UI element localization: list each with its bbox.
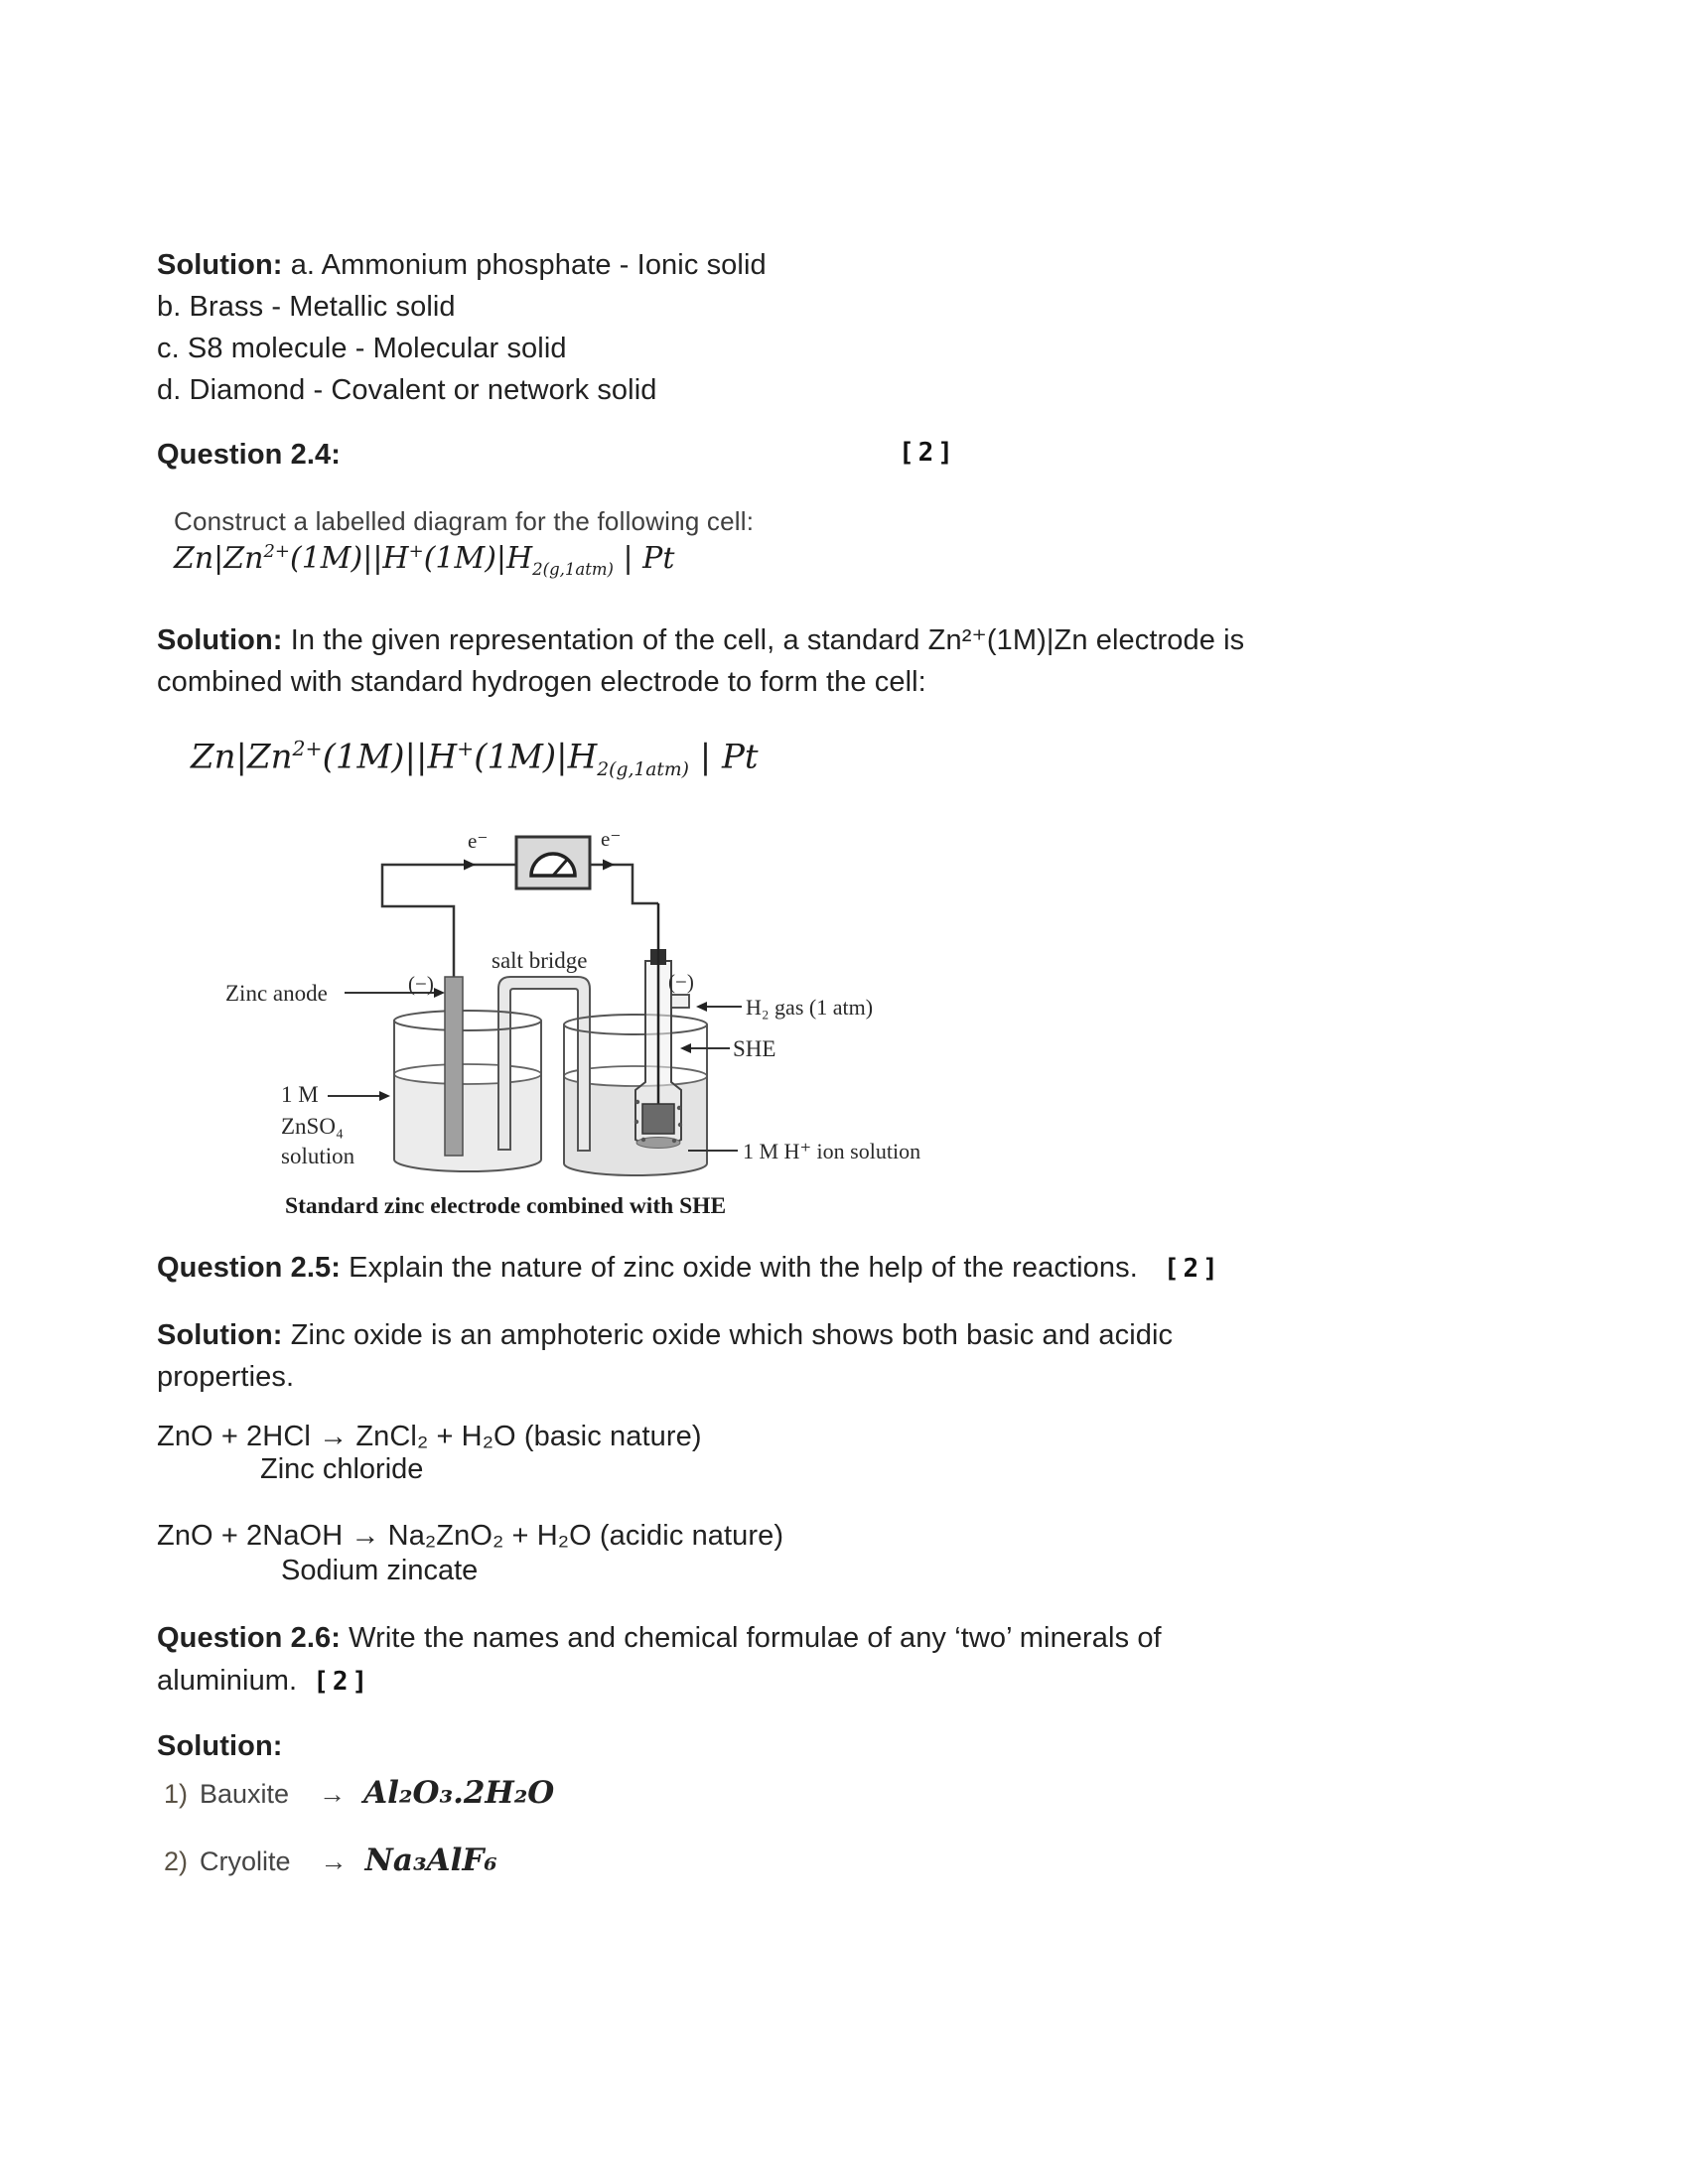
gas-bubble: [678, 1123, 682, 1127]
notation-part: (1M)|H: [423, 541, 533, 576]
question-2-6-text: Write the names and chemical formulae of any ‘two’ minerals of: [341, 1622, 1162, 1654]
right-polarity-label: (−): [668, 970, 694, 994]
notation-part: | Pt: [613, 541, 675, 576]
notation-subscript: 2(g,1atm): [597, 759, 689, 781]
question-2-5-text: Explain the nature of zinc oxide with the help of the reactions.: [341, 1252, 1138, 1284]
left-beaker-rim: [394, 1011, 541, 1030]
right-wire: [586, 865, 658, 903]
solution-label: Solution:: [157, 1730, 283, 1762]
solution-2-5-block: [157, 1314, 1173, 1398]
solution-2-3-answer-c: c. S8 molecule - Molecular solid: [157, 333, 567, 364]
notation-part: Zn|Zn: [191, 737, 293, 777]
question-2-5-marks: [2]: [1163, 1254, 1222, 1284]
h2-gas-label: H₂ gas (1 atm): [746, 995, 874, 1020]
solution-2-3-answer-d: d. Diamond - Covalent or network solid: [157, 374, 657, 406]
notation-superscript: 2+: [292, 737, 323, 760]
solution-2-4-line-2: combined with standard hydrogen electrode to form the cell:: [157, 666, 926, 698]
question-2-6-label: Question 2.6:: [157, 1622, 341, 1654]
electron-flow-arrow-left: [464, 860, 476, 871]
notation-superscript: +: [457, 737, 475, 760]
notation-part: | Pt: [688, 737, 759, 777]
cell-diagram: [213, 812, 958, 1229]
znso4-label-line1: 1 M: [281, 1082, 319, 1107]
notation-part: (1M)|H: [474, 737, 598, 777]
platinum-electrode: [642, 1104, 674, 1134]
left-polarity-label: (−): [408, 972, 434, 996]
mineral-name: Cryolite: [200, 1846, 291, 1876]
list-number: 2): [164, 1846, 189, 1876]
mineral-name: Bauxite: [200, 1779, 290, 1809]
reaction-basic: ZnO + 2HCl → ZnCl₂ + H₂O (basic nature): [157, 1421, 702, 1452]
h2-gas-arrowhead: [696, 1002, 707, 1012]
mineral-formula: Na₃AlF₆: [364, 1843, 497, 1878]
question-2-6-heading: [157, 1617, 1162, 1704]
reaction-basic-product-name: Zinc chloride: [260, 1453, 424, 1485]
notation-subscript: 2(g,1atm): [532, 560, 614, 579]
diagram-caption: Standard zinc electrode combined with SHE: [285, 1193, 727, 1219]
question-2-4-prompt: Construct a labelled diagram for the following cell:: [174, 506, 755, 536]
solution-label: Solution:: [157, 1319, 283, 1351]
solution-2-5-line-2: properties.: [157, 1361, 295, 1393]
gas-bubble: [635, 1100, 639, 1104]
notation-superscript: +: [408, 541, 424, 562]
zinc-electrode-bar: [445, 977, 463, 1156]
mineral-item-bauxite: [164, 1775, 554, 1811]
solution-label: Solution:: [157, 624, 283, 656]
she-arrowhead: [680, 1043, 691, 1053]
solution-2-3-answer-a: a. Ammonium phosphate - Ionic solid: [282, 249, 767, 281]
solution-2-4-block: [157, 619, 1244, 703]
question-2-4-heading: [157, 434, 341, 476]
cell-notation-question: [174, 541, 674, 579]
solution-2-6-heading: [157, 1725, 283, 1767]
arrow-glyph: →: [320, 1846, 348, 1876]
znso4-solution: [394, 1074, 541, 1171]
solution-2-5-text: Zinc oxide is an amphoteric oxide which shows both basic and acidic: [282, 1319, 1174, 1351]
question-2-6-text-2: aluminium.: [157, 1665, 298, 1697]
gas-bubble: [677, 1106, 681, 1110]
znso4-arrowhead: [379, 1091, 390, 1101]
znso4-label-line3: solution: [281, 1144, 355, 1168]
notation-part: (1M)||H: [290, 541, 409, 576]
zinc-anode-label: Zinc anode: [225, 981, 328, 1006]
solution-2-4-text: In the given representation of the cell, a standard Zn²⁺(1M)|Zn electrode is: [282, 624, 1245, 656]
solution-2-4-line-1: [157, 619, 1244, 661]
notation-part: Zn|Zn: [174, 541, 264, 576]
electron-flow-arrow-right: [603, 860, 615, 871]
gas-bubble: [672, 1139, 676, 1143]
left-solution-level: [394, 1064, 541, 1084]
electron-label-left: e⁻: [468, 829, 489, 853]
notation-superscript: 2+: [263, 541, 290, 562]
notation-part: (1M)||H: [322, 737, 458, 777]
mineral-item-cryolite: [164, 1843, 497, 1878]
solution-2-3-line-1: [157, 244, 767, 286]
znso4-label-line2: ZnSO₄: [281, 1114, 344, 1139]
solution-2-3-answer-b: b. Brass - Metallic solid: [157, 291, 456, 323]
electron-label-right: e⁻: [601, 827, 622, 851]
cell-diagram-svg: [213, 812, 958, 1229]
reaction-acidic-product-name: Sodium zincate: [281, 1555, 479, 1586]
solution-2-3-block: [157, 244, 767, 411]
gas-bubble: [641, 1138, 645, 1142]
cell-notation-solution: [191, 737, 759, 780]
list-number: 1): [164, 1779, 189, 1809]
question-2-4-marks: [2]: [899, 438, 957, 468]
question-2-6-marks: [2]: [313, 1667, 372, 1697]
gas-bubble: [634, 1120, 638, 1124]
h2-inlet-arm: [671, 995, 689, 1008]
question-2-6-line-1: [157, 1617, 1162, 1660]
solution-label: Solution:: [157, 249, 283, 281]
question-2-5-heading: [157, 1247, 1222, 1290]
mineral-formula: Al₂O₃.2H₂O: [363, 1775, 555, 1811]
question-2-5-label: Question 2.5:: [157, 1252, 341, 1284]
zinc-anode-arrowhead: [434, 988, 445, 998]
salt-bridge-label: salt bridge: [492, 948, 588, 973]
solution-2-5-line-1: [157, 1314, 1173, 1356]
she-label: SHE: [733, 1036, 776, 1061]
h-ion-label: 1 M H⁺ ion solution: [743, 1139, 921, 1163]
reaction-acidic: ZnO + 2NaOH → Na₂ZnO₂ + H₂O (acidic nature): [157, 1520, 784, 1552]
question-2-4-label: Question 2.4:: [157, 439, 341, 471]
arrow-glyph: →: [319, 1779, 347, 1809]
question-2-6-line-2: [157, 1660, 1162, 1704]
